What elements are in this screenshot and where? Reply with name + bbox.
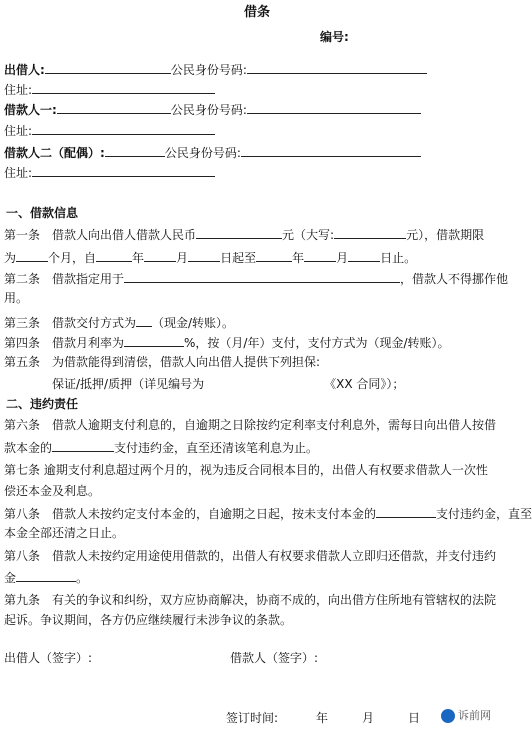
borrower1-id-label: 公民身份号码: bbox=[170, 103, 247, 117]
borrower2-label: 借款人二（配偶）: bbox=[4, 146, 105, 160]
borrower-signature[interactable]: 借款人（签字）: bbox=[230, 651, 319, 665]
borrower2-row bbox=[4, 143, 421, 161]
document-title: 借条 bbox=[244, 5, 271, 20]
article-4-text-a: 第四条 借款月利率为 bbox=[4, 336, 125, 350]
borrower2-id-label: 公民身份号码: bbox=[164, 146, 241, 160]
article-8-line-2: 本金全部还清之日止。 bbox=[4, 526, 125, 540]
delivery-method-blank[interactable] bbox=[136, 313, 152, 327]
lender-signature[interactable]: 出借人（签字）: bbox=[4, 651, 93, 665]
article-1-text-c: 元），借款期限 bbox=[406, 228, 485, 242]
article-1-text-i: 年 bbox=[292, 251, 305, 265]
borrower2-name-blank[interactable] bbox=[105, 143, 165, 157]
article-1-text-d: 为 bbox=[4, 251, 17, 265]
article-8-line-1 bbox=[4, 504, 532, 522]
article-6-line-1: 第六条 借款人逾期支付利息的，自逾期之日除按约定利率支付利息外，需每日向出借人按借 bbox=[4, 418, 497, 432]
article-5-line-1: 第五条 为借款能得到清偿，借款人向出借人提供下列担保: bbox=[4, 355, 321, 369]
borrower1-label: 借款人一: bbox=[4, 103, 57, 117]
article-5-text-b: 《XX 合同》）； bbox=[324, 377, 405, 391]
end-month-blank[interactable] bbox=[304, 248, 336, 262]
amount-uppercase-blank[interactable] bbox=[334, 225, 406, 239]
article-9-line-1: 第九条 有关的争议和纠纷，双方应协商解决，协商不成的，向出借方住所地有管辖权的法院 bbox=[4, 593, 497, 607]
lender-address-label: 住址: bbox=[4, 83, 33, 97]
watermark bbox=[441, 708, 491, 724]
start-year-blank[interactable] bbox=[96, 248, 132, 262]
lender-id-label: 公民身份号码: bbox=[170, 63, 247, 77]
start-month-blank[interactable] bbox=[144, 248, 176, 262]
article-3 bbox=[4, 313, 234, 331]
signing-date-label: 签订时间: bbox=[226, 711, 279, 725]
contract-number-blank[interactable] bbox=[204, 375, 324, 388]
article-1-line-2 bbox=[4, 248, 416, 266]
section-liability-heading: 二、违约责任 bbox=[6, 397, 79, 411]
watermark-text: 诉前网 bbox=[458, 709, 491, 722]
article-8b-text-b: 。 bbox=[76, 571, 89, 585]
article-8-text-a: 第八条 借款人未按约定支付本金的，自逾期之日起，按未支付本金的 bbox=[4, 507, 377, 521]
article-6-text-b: 支付违约金，直至还清该笔利息为止。 bbox=[114, 441, 319, 455]
borrower1-id-blank[interactable] bbox=[247, 100, 421, 114]
article-2-text-a: 第二条 借款指定用于 bbox=[4, 272, 125, 286]
borrower2-address-row bbox=[4, 163, 215, 181]
misuse-penalty-blank[interactable] bbox=[16, 568, 76, 582]
lender-row bbox=[4, 60, 427, 78]
article-3-text-b: （现金/转账）。 bbox=[152, 316, 235, 330]
start-day-blank[interactable] bbox=[188, 248, 220, 262]
signing-year[interactable]: 年 bbox=[316, 711, 329, 725]
section-loan-info-heading: 一、借款信息 bbox=[6, 206, 79, 220]
term-months-blank[interactable] bbox=[16, 248, 48, 262]
borrower1-address-row bbox=[4, 121, 215, 139]
article-8-text-b: 支付违约金，直至 bbox=[436, 507, 532, 521]
borrower2-address-blank[interactable] bbox=[32, 163, 215, 177]
watermark-logo-icon bbox=[441, 709, 455, 723]
article-2-text-b: ，借款人不得挪作他 bbox=[400, 272, 509, 286]
article-7-line-2: 偿还本金及利息。 bbox=[4, 484, 101, 498]
article-1-text-f: 年 bbox=[132, 251, 145, 265]
borrower1-name-blank[interactable] bbox=[57, 100, 171, 114]
interest-penalty-rate-blank[interactable] bbox=[52, 438, 114, 452]
loan-purpose-blank[interactable] bbox=[124, 269, 400, 283]
interest-rate-blank[interactable] bbox=[124, 333, 184, 347]
borrower1-row bbox=[4, 100, 421, 118]
article-1-text-h: 日起至 bbox=[220, 251, 257, 265]
article-1-text-k: 日止。 bbox=[380, 251, 417, 265]
lender-name-blank[interactable] bbox=[45, 60, 171, 74]
lender-label: 出借人: bbox=[4, 63, 45, 77]
article-5-text-a: 保证/抵押/质押（详见编号为 bbox=[52, 377, 205, 391]
serial-number-label: 编号: bbox=[320, 30, 349, 44]
article-9-line-2: 起诉。争议期间，各方仍应继续履行未涉争议的条款。 bbox=[4, 613, 293, 627]
article-6-text-a: 款本金的 bbox=[4, 441, 53, 455]
signing-month[interactable]: 月 bbox=[362, 711, 375, 725]
article-3-text-a: 第三条 借款交付方式为 bbox=[4, 316, 137, 330]
article-1-text-e: 个月，自 bbox=[48, 251, 97, 265]
article-1-line-1 bbox=[4, 225, 484, 243]
article-8b-line-2 bbox=[4, 568, 88, 586]
article-7-line-1: 第七条 逾期支付利息超过两个月的，视为违反合同根本目的，出借人有权要求借款人一次性 bbox=[4, 463, 488, 477]
article-8b-line-1: 第八条 借款人未按约定用途使用借款的，出借人有权要求借款人立即归还借款，并支付违约 bbox=[4, 549, 497, 563]
article-1-text-b: 元（大写: bbox=[282, 228, 335, 242]
lender-address-blank[interactable] bbox=[32, 80, 215, 94]
article-1-text-j: 月 bbox=[336, 251, 349, 265]
amount-blank[interactable] bbox=[196, 225, 282, 239]
article-1-text-g: 月 bbox=[176, 251, 189, 265]
borrower2-address-label: 住址: bbox=[4, 166, 33, 180]
signing-day[interactable]: 日 bbox=[408, 711, 421, 725]
borrower1-address-label: 住址: bbox=[4, 124, 33, 138]
article-4-text-b: %，按（月/年）支付，支付方式为（现金/转账）。 bbox=[184, 336, 450, 350]
article-5-line-2 bbox=[52, 375, 404, 392]
end-day-blank[interactable] bbox=[348, 248, 380, 262]
article-8b-text-a: 金 bbox=[4, 571, 17, 585]
article-2-line-1 bbox=[4, 269, 508, 287]
lender-address-row bbox=[4, 80, 215, 98]
borrower1-address-blank[interactable] bbox=[32, 121, 215, 135]
article-2-line-2: 用。 bbox=[4, 291, 29, 305]
lender-id-blank[interactable] bbox=[247, 60, 427, 74]
end-year-blank[interactable] bbox=[256, 248, 292, 262]
article-6-line-2 bbox=[4, 438, 318, 456]
borrower2-id-blank[interactable] bbox=[241, 143, 421, 157]
principal-penalty-rate-blank[interactable] bbox=[376, 504, 436, 518]
article-1-text-a: 第一条 借款人向出借人借款人民币 bbox=[4, 228, 197, 242]
article-4 bbox=[4, 333, 450, 351]
